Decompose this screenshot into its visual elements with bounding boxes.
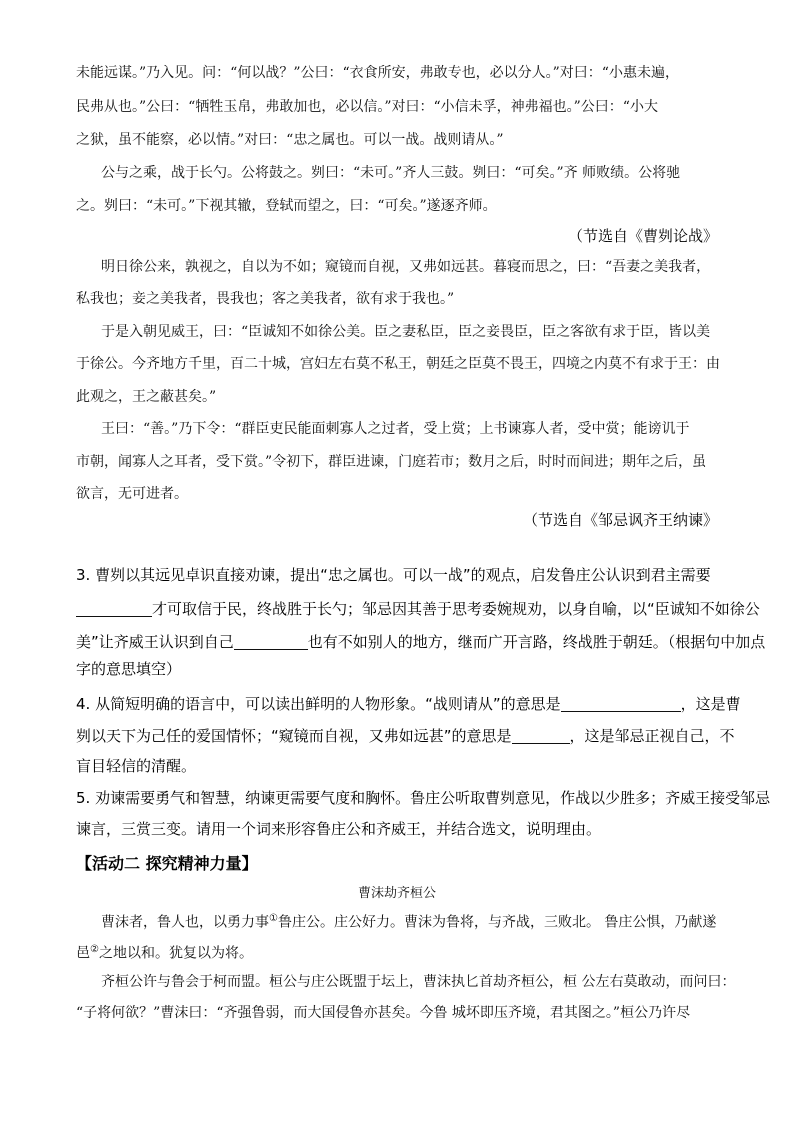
question-text-span: ，这是邹忌正视自己，不 [569, 727, 735, 745]
source-citation: （节选自《曹刿论战》 [567, 227, 718, 245]
passage-line: 欲言，无可进者。 [76, 486, 188, 502]
footnote-marker: ② [90, 944, 99, 955]
passage-line: 王曰：“善。”乃下令：“群臣吏民能面刺寡人之过者，受上赏；上书谏寡人者，受中赏；能谤讥于 [101, 421, 690, 437]
passage-text-span: 曹沫者，鲁人也，以勇力事 [101, 914, 269, 931]
question-text: 3. 曹刿以其远见卓识直接劝谏，提出“忠之属也。可以一战”的观点，启发鲁庄公认识到君主需要 [76, 566, 711, 584]
section-heading: 【活动二 探究精神力量】 [76, 854, 258, 873]
footnote-marker: ① [269, 913, 278, 924]
question-text [76, 729, 735, 744]
passage-line: 之狱，虽不能察，必以情。”对曰：“忠之属也。可以一战。战则请从。” [76, 132, 504, 148]
question-text-span: ，这是曹 [680, 695, 741, 713]
question-text-span: 刿以天下为己任的爱国情怀；“窥镜而自视，又弗如远甚”的意思是 [76, 727, 512, 745]
passage-line: 公与之乘，战于长勺。公将鼓之。刿曰：“未可。”齐人三鼓。刿曰：“可矣。”齐 师败绩。公将驰 [101, 165, 681, 181]
passage-line: 于徐公。今齐地方千里，百二十城，宫妇左右莫不私王，朝廷之臣莫不畏王，四境之内莫不有求于王：由 [76, 356, 720, 372]
passage-line [76, 943, 253, 961]
question-text [76, 697, 741, 712]
passage-line: 未能远谋。”乃入见。问：“何以战？”公曰：“衣食所安，弗敢专也，必以分人。”对曰：“小惠未遍， [76, 65, 679, 81]
question-text [76, 635, 765, 650]
passage-title: 曹沫劫齐桓公 [357, 886, 436, 901]
answer-blank[interactable] [234, 635, 308, 650]
passage-line [101, 912, 716, 930]
question-text [76, 602, 760, 617]
passage-text-span: 邑 [76, 945, 90, 962]
question-text: 谏言，三赏三变。请用一个词来形容鲁庄公和齐威王，并结合选文，说明理由。 [76, 820, 602, 838]
passage-line: 之。刿曰：“未可。”下视其辙，登轼而望之，曰：“可矣。”遂逐齐师。 [76, 198, 497, 214]
passage-text-span: 之地以和。犹复以为将。 [98, 945, 253, 962]
passage-line: 市朝，闻寡人之耳者，受下赏。”令初下，群臣进谏，门庭若市；数月之后，时时而间进；期年之后，虽 [76, 454, 707, 470]
passage-text-span: 鲁庄公。庄公好力。曹沫为鲁将，与齐战，三败北。 鲁庄公惧，乃献遂 [277, 914, 717, 931]
answer-blank[interactable] [76, 602, 152, 617]
answer-blank[interactable] [561, 697, 681, 712]
passage-line: 明日徐公来，孰视之，自以为不如；窥镜而自视，又弗如远甚。暮寝而思之，曰：“吾妻之美我者， [101, 259, 711, 275]
question-text: 字的意思填空） [76, 660, 182, 678]
passage-line: 齐桓公许与鲁会于柯而盟。桓公与庄公既盟于坛上，曹沫执匕首劫齐桓公，桓 公左右莫敢动，而问曰： [101, 974, 736, 990]
question-text-span: 也有不如别人的地方，继而广开言路，终战胜于朝廷。（根据句中加点 [307, 633, 766, 651]
question-text: 5. 劝谏需要勇气和智慧，纳谏更需要气度和胸怀。鲁庄公听取曹刿意见，作战以少胜多；齐威王接受邹忌 [76, 789, 771, 807]
passage-line: 民弗从也。”公曰：“牺牲玉帛，弗敢加也，必以信。”对曰：“小信未孚，神弗福也。”公曰：“小大 [76, 99, 658, 115]
question-text-span: 才可取信于民，终战胜于长勺；邹忌因其善于思考委婉规劝，以身自喻，以“臣诚知不如徐公 [152, 600, 760, 618]
passage-line: “子将何欲？”曹沫曰：“齐强鲁弱，而大国侵鲁亦甚矣。今鲁 城坏即压齐境，君其图之。”桓公乃许尽 [76, 1005, 691, 1021]
question-text: 盲目轻信的清醒。 [76, 757, 197, 775]
passage-line: 于是入朝见威王，曰：“臣诚知不如徐公美。臣之妻私臣，臣之妾畏臣，臣之客欲有求于臣，皆以美 [101, 324, 711, 340]
passage-line: 私我也；妾之美我者，畏我也；客之美我者，欲有求于我也。” [76, 291, 455, 307]
passage-line: 此观之，王之蔽甚矣。” [76, 389, 217, 405]
answer-blank[interactable] [512, 729, 570, 744]
question-text-span: 美”让齐威王认识到自己 [76, 633, 234, 651]
question-text-span: 4. 从简短明确的语言中，可以读出鲜明的人物形象。“战则请从”的意思是 [76, 695, 561, 713]
source-citation: （节选自《邹忌讽齐王纳谏》 [522, 511, 718, 529]
